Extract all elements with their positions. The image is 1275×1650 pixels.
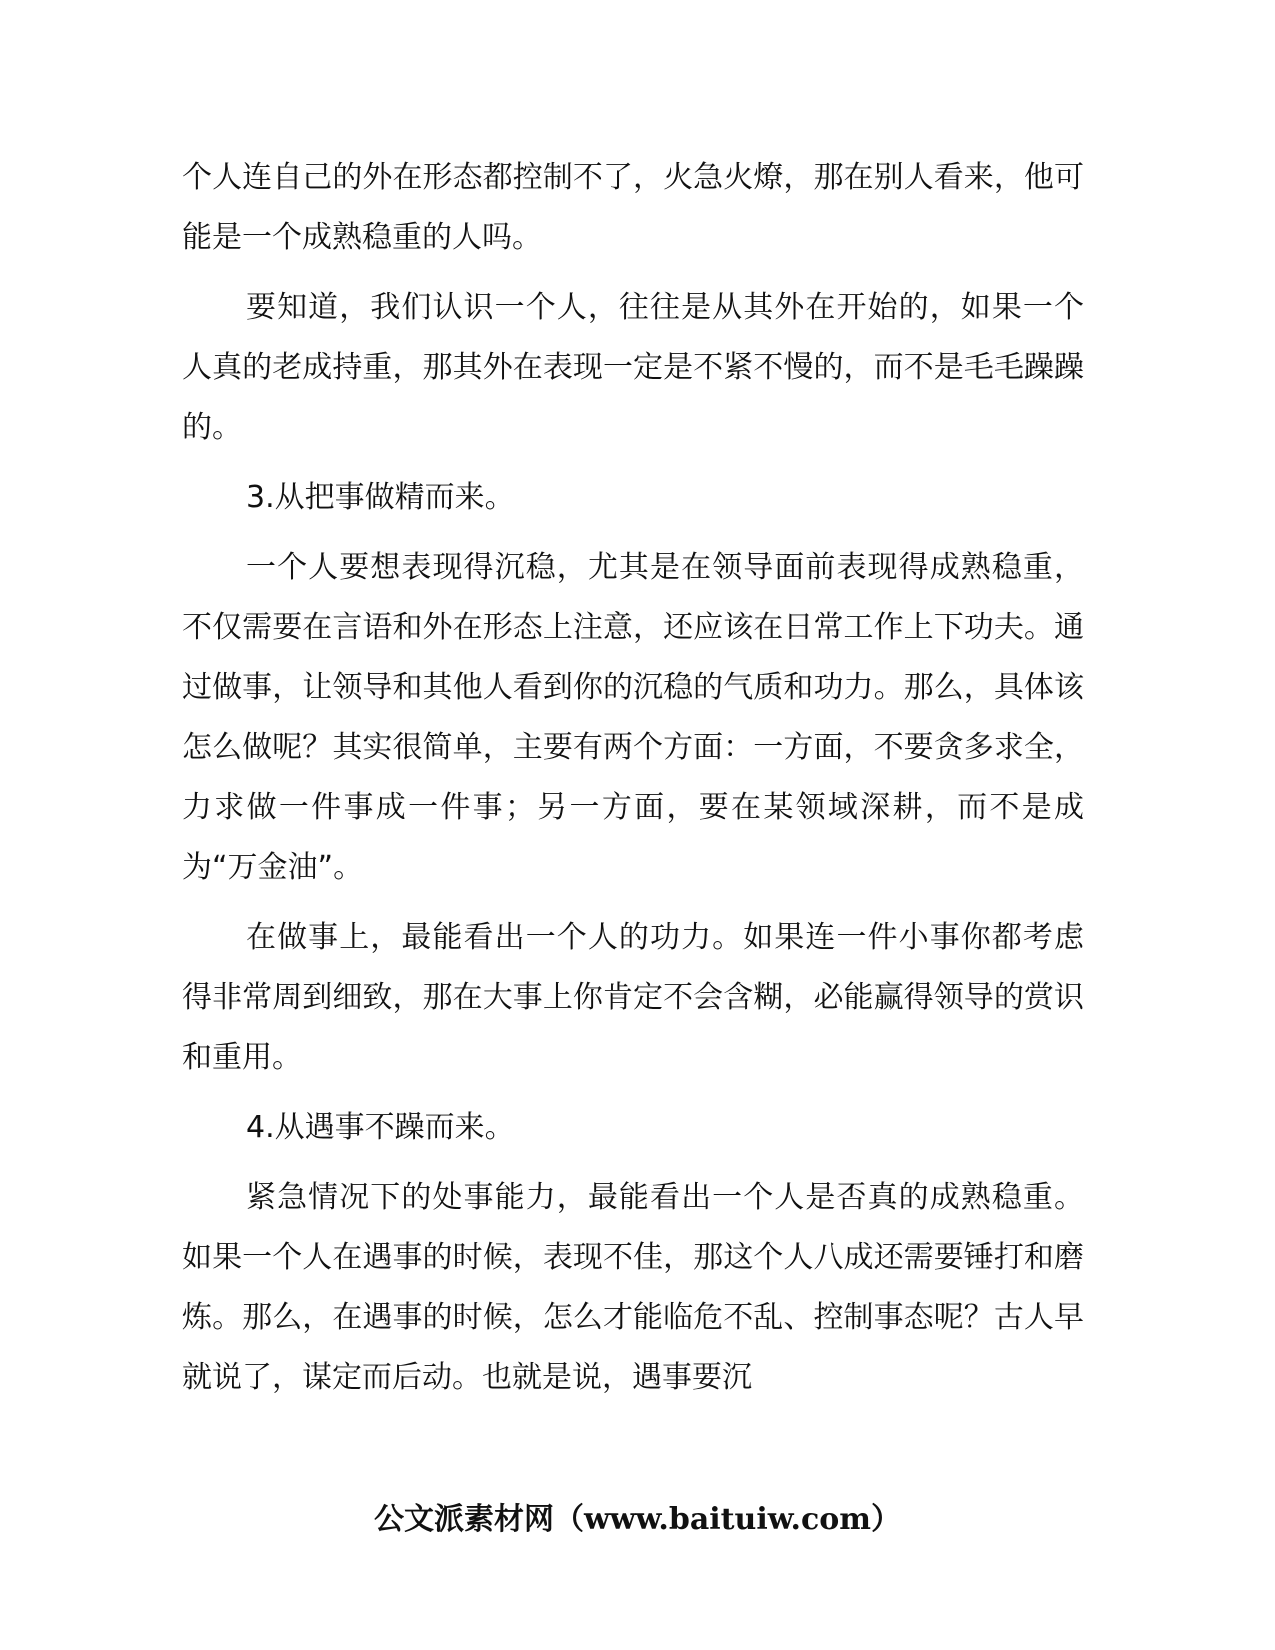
section-heading-3: 3.从把事做精而来。 <box>246 480 515 515</box>
paragraph-work-skill: 一个人要想表现得沉稳，尤其是在领导面前表现得成熟稳重，不仅需要在言语和外在形态上注意，还应该在日常工作上下功夫。通过做事，让领导和其他人看到你的沉稳的气质和功力。那么，具体该怎么做呢？其实很简单，主要有两个方面：一方面，不要贪多求全，力求做一件事成一件事；另一方面，要在某领域深耕，而不是成为“万金油”。 <box>182 550 1084 885</box>
page-footer-watermark: 公文派素材网（www.baituiw.com） <box>373 1502 902 1537</box>
paragraph-emergency: 紧急情况下的处事能力，最能看出一个人是否真的成熟稳重。如果一个人在遇事的时候，表现不佳，那这个人八成还需要锤打和磨炼。那么，在遇事的时候，怎么才能临危不乱、控制事态呢？古人早就说了，谋定而后动。也就是说，遇事要沉 <box>182 1180 1084 1395</box>
section-heading-4: 4.从遇事不躁而来。 <box>246 1110 515 1145</box>
paragraph-small-things: 在做事上，最能看出一个人的功力。如果连一件小事你都考虑得非常周到细致，那在大事上你肯定不会含糊，必能赢得领导的赏识和重用。 <box>182 920 1084 1075</box>
document-body <box>182 148 1084 1418</box>
paragraph-first-impression: 要知道，我们认识一个人，往往是从其外在开始的，如果一个人真的老成持重，那其外在表现一定是不紧不慢的，而不是毛毛躁躁的。 <box>182 290 1084 445</box>
paragraph-continuation: 个人连自己的外在形态都控制不了，火急火燎，那在别人看来，他可能是一个成熟稳重的人吗。 <box>182 160 1084 255</box>
